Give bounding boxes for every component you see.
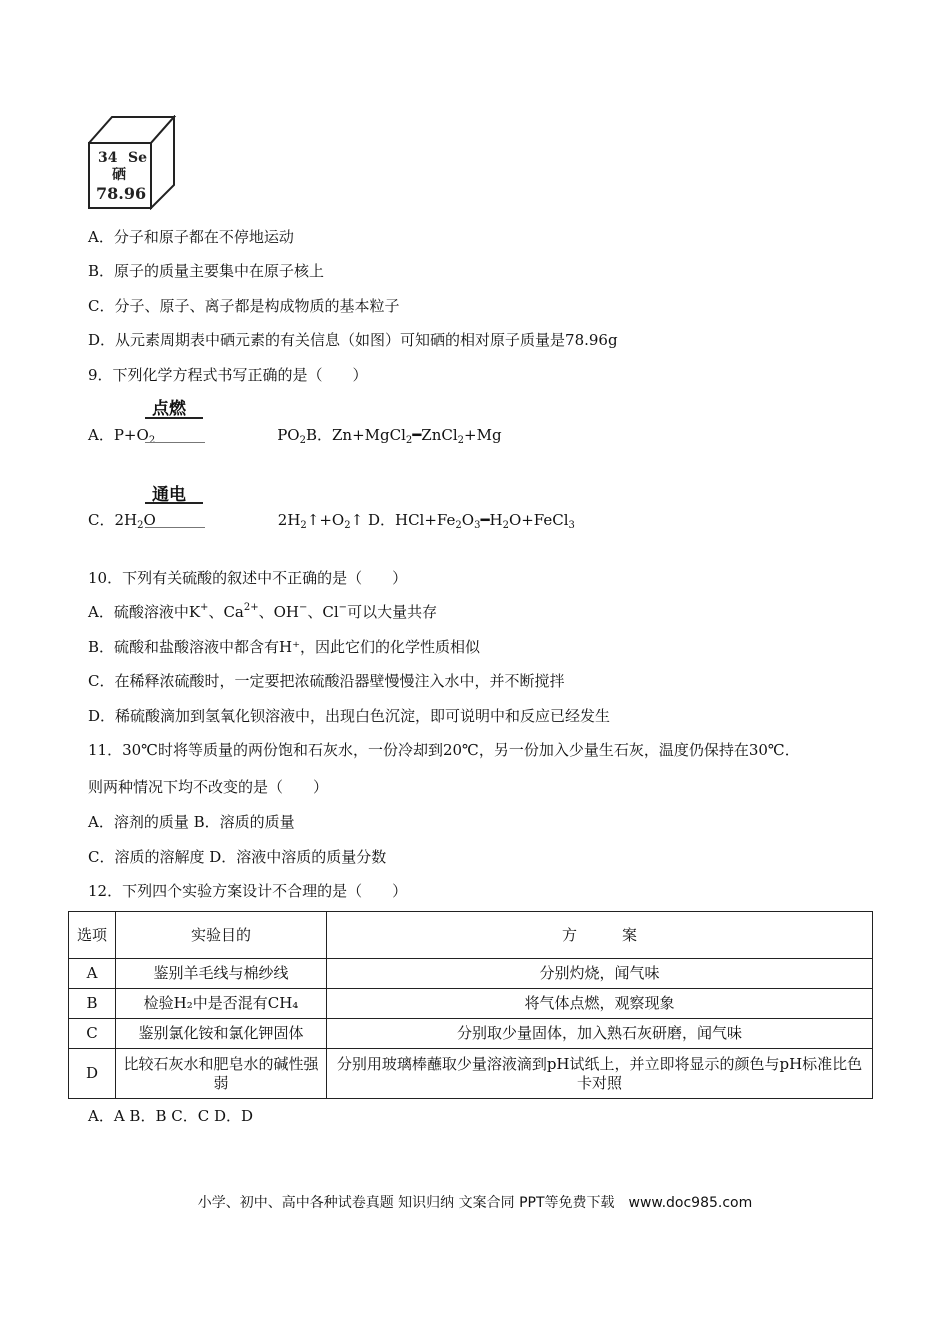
q9-equations-cd: C．$2H_2O$ $2H_2↑+O_2↑$ D．$HCl+Fe_2O_3━H_2O+FeCl_3$	[88, 511, 575, 531]
electrolysis-condition: 通电	[152, 485, 186, 505]
blank-line	[145, 527, 205, 528]
experiment-plan-table	[68, 911, 873, 1099]
q10-option-d: D．稀硫酸滴加到氢氧化钡溶液中，出现白色沉淀，即可说明中和反应已经发生	[88, 707, 611, 725]
row-option: C	[69, 1019, 116, 1049]
q12-answer-options: A．A B．B C．C D．D	[88, 1107, 254, 1125]
row-option: D	[69, 1049, 116, 1099]
q8-option-a: A．分子和原子都在不停地运动	[88, 228, 294, 246]
q8-option-c: C．分子、原子、离子都是构成物质的基本粒子	[88, 297, 400, 315]
table-row	[69, 1019, 873, 1049]
row-option: B	[69, 989, 116, 1019]
row-purpose: 鉴别羊毛线与棉纱线	[116, 959, 327, 989]
condition-bar	[145, 502, 203, 504]
table-row	[69, 1049, 873, 1099]
q11-stem-line2: 则两种情况下均不改变的是（ ）	[88, 778, 329, 796]
element-mass: 78.96	[96, 184, 147, 203]
header-option: 选项	[69, 912, 116, 959]
condition-bar	[145, 417, 203, 419]
q11-stem-line1: 11．30℃时将等质量的两份饱和石灰水，一份冷却到20℃，另一份加入少量生石灰，温度仍保持在30℃．	[88, 741, 800, 759]
footer-text: 小学、初中、高中各种试卷真题 知识归纳 文案合同 PPT等免费下载 www.doc985.com	[197, 1195, 753, 1211]
row-plan: 将气体点燃，观察现象	[327, 989, 873, 1019]
q8-option-d: D．从元素周期表中硒元素的有关信息（如图）可知硒的相对原子质量是78.96g	[88, 331, 618, 349]
q10-option-a: A．硫酸溶液中K+、$Ca^{2+}$、OH−、Cl−可以大量共存	[88, 602, 438, 621]
blank-line	[145, 442, 205, 443]
row-purpose: 鉴别氯化铵和氯化钾固体	[116, 1019, 327, 1049]
row-option: A	[69, 959, 116, 989]
q10-option-b: B．硫酸和盐酸溶液中都含有H⁺，因此它们的化学性质相似	[88, 638, 481, 656]
q8-option-b: B．原子的质量主要集中在原子核上	[88, 262, 325, 280]
q10-option-c: C．在稀释浓硫酸时，一定要把浓硫酸沿器壁慢慢注入水中，并不断搅拌	[88, 672, 565, 690]
q11-options-cd: C．溶质的溶解度 D．溶液中溶质的质量分数	[88, 848, 387, 866]
row-plan: 分别取少量固体，加入熟石灰研磨，闻气味	[327, 1019, 873, 1049]
element-name: 硒	[112, 167, 126, 183]
q9-equations-ab: A．$P+O_2$ $PO_2B$．Zn+MgCl$_2$━ZnCl$_2$+Mg	[88, 426, 502, 446]
table-header-row	[69, 912, 873, 959]
header-plan: 方 案	[327, 912, 873, 959]
q12-stem: 12．下列四个实验方案设计不合理的是（ ）	[88, 882, 408, 900]
row-purpose: 比较石灰水和肥皂水的碱性强弱	[116, 1049, 327, 1099]
row-plan: 分别灼烧，闻气味	[327, 959, 873, 989]
q11-options-ab: A．溶剂的质量 B．溶质的质量	[88, 813, 295, 831]
row-purpose: 检验H₂中是否混有CH₄	[116, 989, 327, 1019]
header-purpose: 实验目的	[116, 912, 327, 959]
element-symbol: Se	[128, 150, 148, 166]
selenium-element-card	[88, 115, 178, 210]
element-number: 34	[98, 150, 118, 166]
ignite-condition: 点燃	[152, 399, 186, 419]
row-plan: 分别用玻璃棒蘸取少量溶液滴到pH试纸上，并立即将显示的颜色与pH标准比色卡对照	[327, 1049, 873, 1099]
table-row	[69, 989, 873, 1019]
q10-stem: 10．下列有关硫酸的叙述中不正确的是（ ）	[88, 569, 408, 587]
q9-stem: 9．下列化学方程式书写正确的是（ ）	[88, 366, 368, 384]
table-row	[69, 959, 873, 989]
